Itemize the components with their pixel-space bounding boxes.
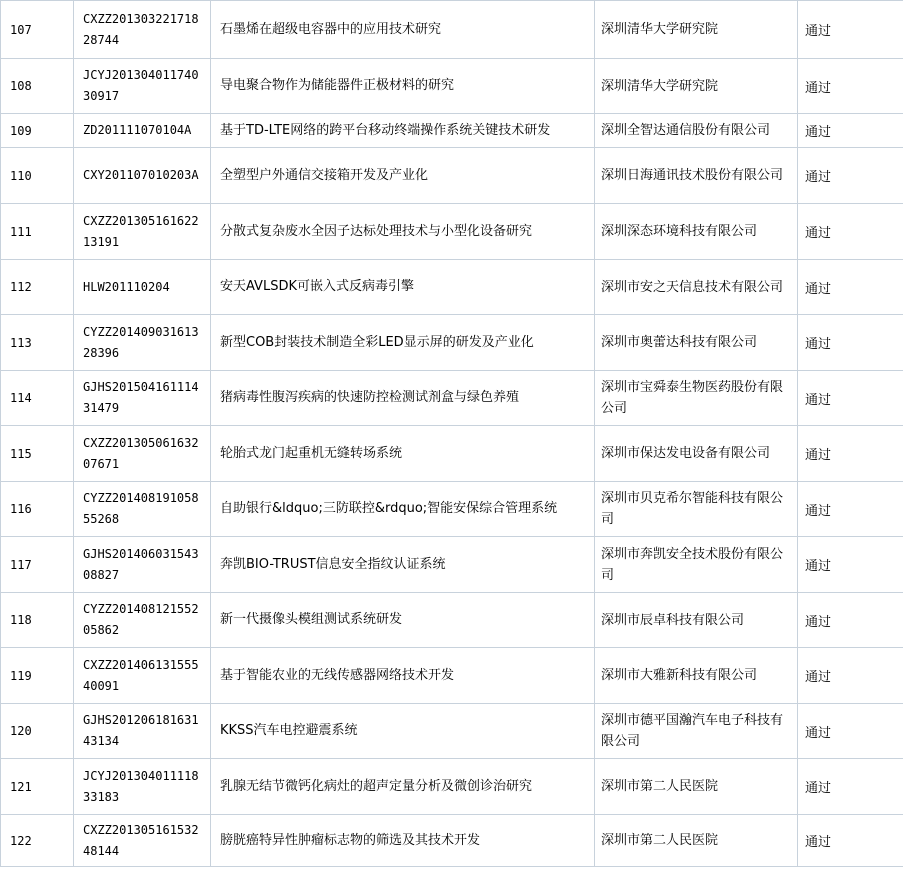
row-number: 109 <box>1 114 74 148</box>
project-code: GJHS201206181631 43134 <box>74 704 211 759</box>
row-number: 116 <box>1 482 74 537</box>
organization-name: 深圳清华大学研究院 <box>595 1 798 59</box>
project-code: CYZZ201409031613 28396 <box>74 315 211 371</box>
table-row <box>1 59 903 114</box>
project-name: 轮胎式龙门起重机无缝转场系统 <box>211 426 595 482</box>
table-row <box>1 593 903 648</box>
table-row <box>1 648 903 704</box>
review-result: 通过 <box>798 537 903 593</box>
review-result: 通过 <box>798 260 903 315</box>
project-name: 全塑型户外通信交接箱开发及产业化 <box>211 148 595 204</box>
row-number: 120 <box>1 704 74 759</box>
row-number: 119 <box>1 648 74 704</box>
table-row <box>1 704 903 759</box>
organization-name: 深圳市第二人民医院 <box>595 815 798 867</box>
table-row <box>1 260 903 315</box>
project-name: 自助银行&ldquo;三防联控&rdquo;智能安保综合管理系统 <box>211 482 595 537</box>
project-name: 基于TD-LTE网络的跨平台移动终端操作系统关键技术研发 <box>211 114 595 148</box>
project-name: KKSS汽车电控避震系统 <box>211 704 595 759</box>
organization-name: 深圳日海通讯技术股份有限公司 <box>595 148 798 204</box>
organization-name: 深圳市宝舜泰生物医药股份有限公司 <box>595 371 798 426</box>
review-result: 通过 <box>798 1 903 59</box>
project-code: HLW201110204 <box>74 260 211 315</box>
review-result: 通过 <box>798 59 903 114</box>
review-result: 通过 <box>798 482 903 537</box>
row-number: 107 <box>1 1 74 59</box>
row-number: 115 <box>1 426 74 482</box>
table-row <box>1 114 903 148</box>
row-number: 122 <box>1 815 74 867</box>
table-row <box>1 482 903 537</box>
row-number: 111 <box>1 204 74 260</box>
project-name: 新型COB封装技术制造全彩LED显示屏的研发及产业化 <box>211 315 595 371</box>
project-code: GJHS201504161114 31479 <box>74 371 211 426</box>
organization-name: 深圳市安之天信息技术有限公司 <box>595 260 798 315</box>
project-code: ZD201111070104A <box>74 114 211 148</box>
project-name: 膀胱癌特异性肿瘤标志物的筛选及其技术开发 <box>211 815 595 867</box>
review-result: 通过 <box>798 114 903 148</box>
project-name: 新一代摄像头模组测试系统研发 <box>211 593 595 648</box>
review-result: 通过 <box>798 426 903 482</box>
organization-name: 深圳市德平国瀚汽车电子科技有限公司 <box>595 704 798 759</box>
project-name: 导电聚合物作为储能器件正极材料的研究 <box>211 59 595 114</box>
review-result: 通过 <box>798 704 903 759</box>
project-name: 安天AVLSDK可嵌入式反病毒引擎 <box>211 260 595 315</box>
table-row <box>1 1 903 59</box>
project-name: 基于智能农业的无线传感器网络技术开发 <box>211 648 595 704</box>
review-result: 通过 <box>798 815 903 867</box>
organization-name: 深圳市奔凯安全技术股份有限公司 <box>595 537 798 593</box>
project-code: CXZZ201305161532 48144 <box>74 815 211 867</box>
project-name: 石墨烯在超级电容器中的应用技术研究 <box>211 1 595 59</box>
table-row <box>1 815 903 867</box>
review-result: 通过 <box>798 371 903 426</box>
organization-name: 深圳市奥蕾达科技有限公司 <box>595 315 798 371</box>
review-result: 通过 <box>798 315 903 371</box>
organization-name: 深圳深态环境科技有限公司 <box>595 204 798 260</box>
organization-name: 深圳市第二人民医院 <box>595 759 798 815</box>
organization-name: 深圳全智达通信股份有限公司 <box>595 114 798 148</box>
project-name: 奔凯BIO-TRUST信息安全指纹认证系统 <box>211 537 595 593</box>
project-code: CYZZ201408191058 55268 <box>74 482 211 537</box>
table-body <box>1 1 903 867</box>
row-number: 117 <box>1 537 74 593</box>
table-row <box>1 204 903 260</box>
project-code: CXZZ201406131555 40091 <box>74 648 211 704</box>
project-code: JCYJ201304011118 33183 <box>74 759 211 815</box>
table-row <box>1 315 903 371</box>
project-code: CXZZ201305161622 13191 <box>74 204 211 260</box>
review-result: 通过 <box>798 593 903 648</box>
review-result: 通过 <box>798 148 903 204</box>
table-row <box>1 426 903 482</box>
project-code: CXZZ201305061632 07671 <box>74 426 211 482</box>
table-row <box>1 371 903 426</box>
row-number: 110 <box>1 148 74 204</box>
project-code: GJHS201406031543 08827 <box>74 537 211 593</box>
row-number: 114 <box>1 371 74 426</box>
project-name: 分散式复杂废水全因子达标处理技术与小型化设备研究 <box>211 204 595 260</box>
project-name: 猪病毒性腹泻疾病的快速防控检测试剂盒与绿色养殖 <box>211 371 595 426</box>
project-code: CXZZ201303221718 28744 <box>74 1 211 59</box>
row-number: 113 <box>1 315 74 371</box>
organization-name: 深圳市保达发电设备有限公司 <box>595 426 798 482</box>
review-result: 通过 <box>798 759 903 815</box>
table-row <box>1 759 903 815</box>
organization-name: 深圳市贝克希尔智能科技有限公司 <box>595 482 798 537</box>
organization-name: 深圳市大雅新科技有限公司 <box>595 648 798 704</box>
project-code: CYZZ201408121552 05862 <box>74 593 211 648</box>
project-name: 乳腺无结节微钙化病灶的超声定量分析及微创诊治研究 <box>211 759 595 815</box>
row-number: 118 <box>1 593 74 648</box>
project-code: JCYJ201304011740 30917 <box>74 59 211 114</box>
row-number: 108 <box>1 59 74 114</box>
review-result: 通过 <box>798 648 903 704</box>
row-number: 112 <box>1 260 74 315</box>
table-row <box>1 537 903 593</box>
row-number: 121 <box>1 759 74 815</box>
organization-name: 深圳市辰卓科技有限公司 <box>595 593 798 648</box>
project-code: CXY201107010203A <box>74 148 211 204</box>
table-row <box>1 148 903 204</box>
organization-name: 深圳清华大学研究院 <box>595 59 798 114</box>
review-result: 通过 <box>798 204 903 260</box>
